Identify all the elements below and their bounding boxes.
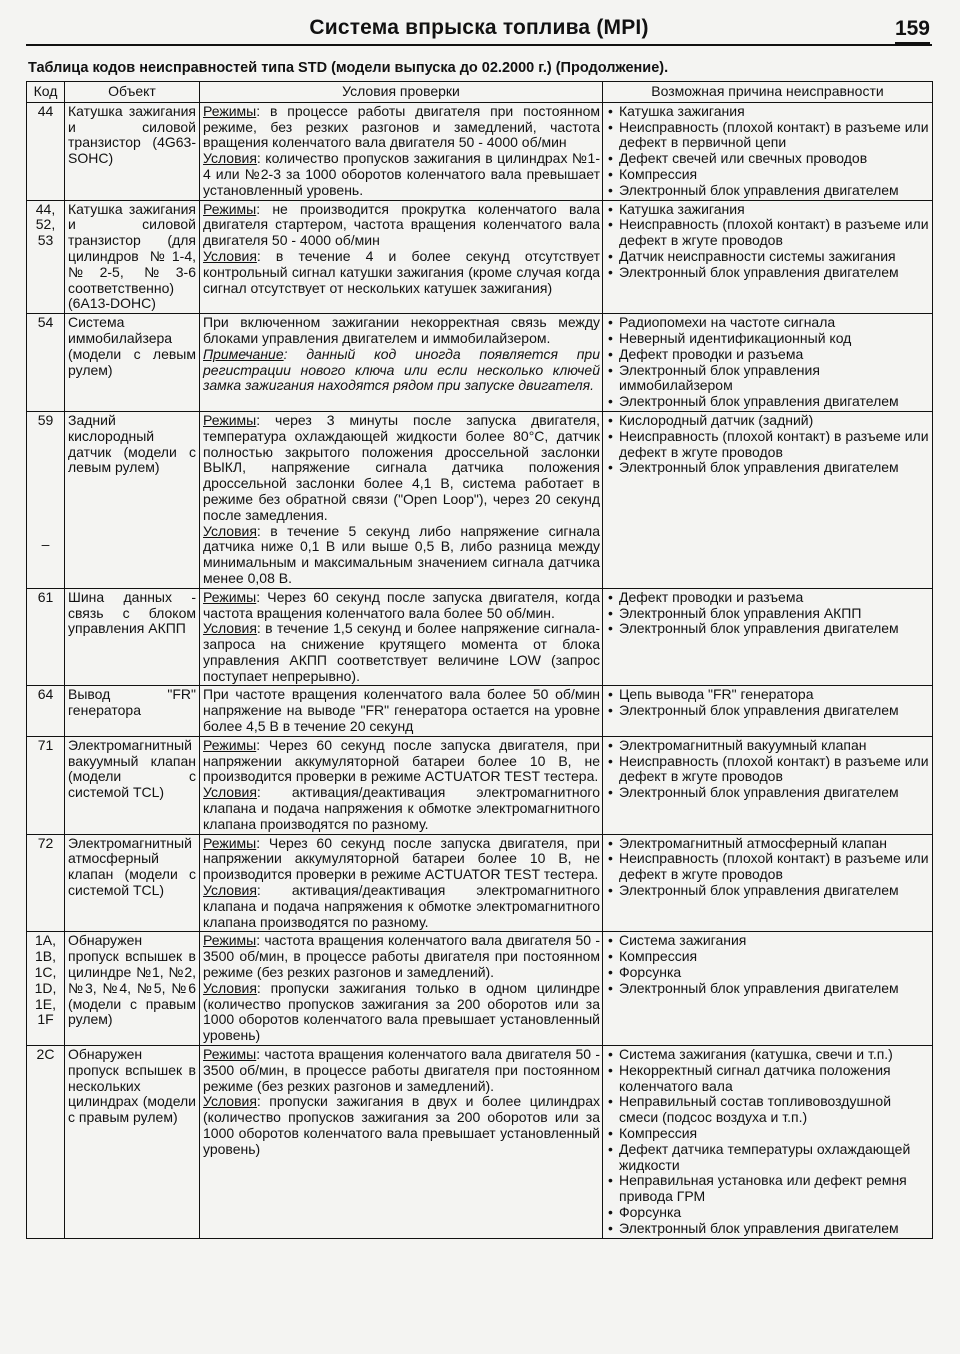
column-header-object: Объект: [65, 82, 200, 103]
cause-item: • Неисправность (плохой контакт) в разъеме или дефект в жгуте проводов: [605, 429, 929, 461]
fault-code: 71: [37, 736, 54, 753]
condition-text: : не производится прокрутка коленчатого вала двигателя стартером, частота вращения коленчатого вала двигателя 50 - 4000 об/мин: [203, 200, 600, 249]
cause-item: • Электронный блок управления двигателем: [605, 621, 929, 637]
cause-item: • Электронный блок управления двигателем: [605, 460, 929, 476]
cause-item: • Электромагнитный атмосферный клапан: [605, 836, 929, 852]
condition-label: Условия: [203, 620, 257, 637]
condition-paragraph: [203, 981, 600, 1044]
causes-list: [605, 836, 929, 899]
causes-list: [605, 687, 929, 719]
cause-item: • Цепь вывода "FR" генератора: [605, 687, 929, 703]
condition-paragraph: [203, 836, 600, 883]
cause-item: • Система зажигания (катушка, свечи и т.п.): [605, 1047, 929, 1063]
cause-item: • Электронный блок управления двигателем: [605, 1221, 929, 1237]
conditions-cell: [200, 102, 603, 200]
conditions-cell: [200, 1046, 603, 1239]
condition-paragraph: [203, 104, 600, 151]
conditions-cell: [200, 834, 603, 932]
condition-text: : Через 60 секунд после запуска двигателя, при напряжении аккумуляторной батареи более 10 В, не производится проверки в режиме ACTUATOR TEST тестера.: [203, 736, 600, 785]
cause-item: • Дефект свечей или свечных проводов: [605, 151, 929, 167]
condition-text: При включенном зажигании некорректная связь между блоками управления двигателем и иммобилайзером.: [203, 314, 600, 346]
condition-paragraph: [203, 590, 600, 622]
cause-item: • Компрессия: [605, 949, 929, 965]
column-header-code: Код: [27, 82, 65, 103]
cause-item: • Электронный блок управления иммобилайзером: [605, 363, 929, 395]
cause-item: • Компрессия: [605, 1126, 929, 1142]
condition-paragraph: [203, 687, 600, 734]
fault-code: 64: [37, 686, 54, 703]
conditions-cell: [200, 411, 603, 588]
condition-text: : пропуски зажигания в двух и более цилиндрах (количество пропусков зажигания за 200 оборотов или за 1000 оборотов коленчатого вала превышает установленный уровень): [203, 1093, 600, 1157]
object-cell: Катушка зажигания и силовой транзистор (4G63-SOHC): [65, 102, 200, 200]
object-cell: Обнаружен пропуск вспышек в цилиндре №1, №2, №3, №4, №5, №6 (модели с правым рулем): [65, 932, 200, 1046]
fault-code: 2C: [36, 1046, 55, 1063]
column-header-causes: Возможная причина неисправности: [603, 82, 933, 103]
condition-label: Режимы: [203, 932, 257, 949]
condition-text: : частота вращения коленчатого вала двигателя 50 - 3500 об/мин, в процессе работы двигателя при постоянном режиме (без резких разгонов и замедлений).: [203, 932, 600, 981]
condition-label: Условия: [203, 522, 257, 539]
causes-list: [605, 104, 929, 199]
conditions-cell: [200, 200, 603, 314]
cause-item: • Электронный блок управления двигателем: [605, 981, 929, 997]
condition-paragraph: [203, 249, 600, 296]
fault-code: 61: [37, 588, 54, 605]
cause-item: • Электронный блок управления двигателем: [605, 183, 929, 199]
object-cell: Электромагнитный вакуумный клапан (модели с системой TCL): [65, 736, 200, 834]
condition-text: : в течение 4 и более секунд отсутствует контрольный сигнал катушки зажигания (кроме случая когда сигнал отсутствует от нескольких катушек зажигания): [203, 247, 600, 296]
condition-text: : активация/деактивация электромагнитного клапана и подача напряжения к обмотке электромагнитного клапана производятся по разному.: [203, 784, 600, 832]
fault-code-cell: [27, 200, 65, 314]
condition-text: : в течение 1,5 секунд и более напряжение сигнала-запроса на снижение крутящего момента от блока управления АКПП соответствует величине LOW (запрос поступает непрерывно).: [203, 620, 600, 684]
condition-text: : Через 60 секунд после запуска двигателя, при напряжении аккумуляторной батареи более 10 В, не производится проверки в режиме ACTUATOR TEST тестера.: [203, 834, 600, 883]
causes-list: [605, 738, 929, 801]
cause-item: • Кислородный датчик (задний): [605, 413, 929, 429]
cause-item: • Неисправность (плохой контакт) в разъеме или дефект в жгуте проводов: [605, 851, 929, 883]
table-caption: Таблица кодов неисправностей типа STD (модели выпуска до 02.2000 г.) (Продолжение).: [28, 60, 669, 76]
condition-label: Условия: [203, 979, 257, 996]
condition-text: : Через 60 секунд после запуска двигателя, когда частота вращения коленчатого вала более 50 об/мин.: [203, 588, 600, 621]
cause-item: • Неисправность (плохой контакт) в разъеме или дефект в первичной цепи: [605, 120, 929, 152]
cause-item: • Датчик неисправности системы зажигания: [605, 249, 929, 265]
condition-paragraph: [203, 621, 600, 684]
cause-item: • Электромагнитный вакуумный клапан: [605, 738, 929, 754]
condition-text: При частоте вращения коленчатого вала более 50 об/мин напряжение на выводе "FR" генератора остается на уровне более 4,5 В в течение 20 секунд: [203, 686, 600, 735]
table-row: [27, 932, 933, 1046]
fault-code-cell: [27, 736, 65, 834]
page-title: Система впрыска топлива (MPI): [309, 16, 649, 39]
cause-item: • Система зажигания: [605, 933, 929, 949]
causes-cell: [603, 686, 933, 736]
table-row: [27, 200, 933, 314]
causes-list: [605, 590, 929, 637]
fault-code-cell: [27, 834, 65, 932]
cause-item: • Неправильный состав топливовоздушной смеси (подсос воздуха и т.п.): [605, 1094, 929, 1126]
fault-code: 59: [37, 411, 54, 428]
condition-paragraph: [203, 933, 600, 980]
cause-item: • Электронный блок управления двигателем: [605, 394, 929, 410]
column-header-conditions: Условия проверки: [200, 82, 603, 103]
cause-item: • Неисправность (плохой контакт) в разъеме или дефект в жгуте проводов: [605, 217, 929, 249]
fault-codes-table: [26, 81, 933, 1239]
condition-label: Режимы: [203, 411, 257, 428]
cause-item: • Дефект проводки и разъема: [605, 590, 929, 606]
object-cell: Шина данных - связь с блоком управления АКПП: [65, 588, 200, 686]
condition-text: : частота вращения коленчатого вала двигателя 50 - 3500 об/мин, в процессе работы двигателя при постоянном режиме (без резких разгонов и замедлений).: [203, 1046, 600, 1094]
conditions-cell: [200, 588, 603, 686]
causes-list: [605, 933, 929, 996]
condition-paragraph: [203, 202, 600, 249]
cause-item: • Неправильная установка или дефект ремня привода ГРМ: [605, 1173, 929, 1205]
condition-label: Условия: [203, 1093, 257, 1110]
causes-cell: [603, 736, 933, 834]
cause-item: • Форсунка: [605, 1205, 929, 1221]
fault-code-cell: [27, 1046, 65, 1239]
causes-list: [605, 202, 929, 281]
conditions-cell: [200, 686, 603, 736]
table-row: [27, 834, 933, 932]
object-cell: Вывод "FR" генератора: [65, 686, 200, 736]
condition-paragraph: [203, 524, 600, 587]
cause-item: • Дефект датчика температуры охлаждающей жидкости: [605, 1142, 929, 1174]
condition-label: Режимы: [203, 102, 257, 119]
cause-item: • Электронный блок управления двигателем: [605, 883, 929, 899]
fault-code-cell: [27, 102, 65, 200]
object-cell: Катушка зажигания и силовой транзистор (для цилиндров №1-4, №2-5, №3-6 соответственно) (6A13-DOHC): [65, 200, 200, 314]
cause-item: • Электронный блок управления АКПП: [605, 606, 929, 622]
causes-cell: [603, 200, 933, 314]
table-row: [27, 736, 933, 834]
cause-item: • Катушка зажигания: [605, 104, 929, 120]
object-cell: Система иммобилайзера (модели с левым рулем): [65, 314, 200, 412]
condition-paragraph: [203, 1094, 600, 1157]
table-row: [27, 314, 933, 412]
condition-text: : активация/деактивация электромагнитного клапана и подача напряжения к обмотке электромагнитного клапана производятся по разному.: [203, 882, 600, 930]
condition-label: Условия: [203, 882, 257, 899]
cause-item: • Некорректный сигнал датчика положения коленчатого вала: [605, 1063, 929, 1095]
fault-code-cell: [27, 932, 65, 1046]
condition-text: : количество пропусков зажигания в цилиндрах №1-4 или №2-3 за 1000 оборотов коленчатого вала превышает установленный уровень.: [203, 150, 600, 198]
causes-list: [605, 315, 929, 410]
object-cell: Обнаружен пропуск вспышек в нескольких цилиндрах (модели с правым рулем): [65, 1046, 200, 1239]
cause-item: • Неверный идентификационный код: [605, 331, 929, 347]
table-row: [27, 686, 933, 736]
condition-paragraph: [203, 883, 600, 930]
fault-code: 44: [37, 102, 54, 119]
causes-cell: [603, 411, 933, 588]
fault-code: 1A, 1B, 1C, 1D, 1E, 1F: [34, 932, 57, 1028]
cause-item: • Форсунка: [605, 965, 929, 981]
fault-code: 54: [37, 314, 54, 331]
causes-cell: [603, 1046, 933, 1239]
cause-item: • Электронный блок управления двигателем: [605, 703, 929, 719]
condition-paragraph: [203, 151, 600, 198]
fault-code-cell: [27, 588, 65, 686]
causes-cell: [603, 588, 933, 686]
condition-paragraph: [203, 785, 600, 832]
condition-label: Условия: [203, 784, 257, 801]
table-body: [27, 102, 933, 1238]
condition-paragraph: [203, 738, 600, 785]
causes-cell: [603, 102, 933, 200]
cause-item: • Радиопомехи на частоте сигнала: [605, 315, 929, 331]
object-cell: Электромагнитный атмосферный клапан (модели с системой TCL): [65, 834, 200, 932]
condition-paragraph: [203, 315, 600, 347]
condition-label: Условия: [203, 247, 257, 264]
condition-label: Режимы: [203, 588, 257, 605]
page-header: [26, 10, 932, 46]
cause-item: • Неисправность (плохой контакт) в разъеме или дефект в жгуте проводов: [605, 754, 929, 786]
condition-text: : в течение 5 секунд либо напряжение сигнала датчика ниже 0,1 В или выше 0,5 В, либо разница между минимальным и максимальным значением сигнала датчика менее 0,08 В.: [203, 522, 600, 586]
note-text: : данный код иногда появляется при регистрации нового ключа или если несколько ключей замка зажигания находятся рядом при запуске двигателя.: [203, 345, 600, 394]
causes-cell: [603, 932, 933, 1046]
condition-text: : через 3 минуты после запуска двигателя, температура охлаждающей жидкости более 80°C, датчик полностью закрытого положения дроссельной заслонки ВЫКЛ, напряжение сигнала датчика положения дроссельной заслонки более 4,1 В, система работает в режиме без обратной связи ("Open Loop"), через 20 секунд после замедления.: [203, 411, 600, 523]
table-row: [27, 102, 933, 200]
table-header-row: [27, 82, 933, 103]
condition-label: Режимы: [203, 736, 257, 753]
table-row: [27, 588, 933, 686]
conditions-cell: [200, 736, 603, 834]
causes-list: [605, 413, 929, 476]
fault-code-cell: [27, 686, 65, 736]
condition-text: : в процессе работы двигателя при постоянном режиме, без резких разгонов и замедлений, частота вращения коленчатого вала двигателя 50 - 4000 об/мин: [203, 102, 600, 151]
fault-code-extra: –: [41, 535, 50, 552]
causes-cell: [603, 314, 933, 412]
cause-item: • Катушка зажигания: [605, 202, 929, 218]
cause-item: • Электронный блок управления двигателем: [605, 265, 929, 281]
condition-paragraph: [203, 413, 600, 524]
cause-item: • Компрессия: [605, 167, 929, 183]
condition-label: Режимы: [203, 1046, 257, 1063]
fault-code-cell: [27, 411, 65, 588]
condition-paragraph: [203, 1047, 600, 1094]
causes-cell: [603, 834, 933, 932]
fault-code-cell: [27, 314, 65, 412]
fault-code: 72: [37, 834, 54, 851]
object-cell: Задний кислородный датчик (модели с левым рулем): [65, 411, 200, 588]
table-row: [27, 1046, 933, 1239]
cause-item: • Дефект проводки и разъема: [605, 347, 929, 363]
note-paragraph: [203, 347, 600, 394]
condition-text: : пропуски зажигания только в одном цилиндре (количество пропусков зажигания за 200 оборотов или за 1000 оборотов коленчатого вала превышает установленный уровень): [203, 979, 600, 1044]
condition-label: Условия: [203, 150, 257, 167]
page-number: 159: [895, 16, 930, 46]
note-label: Примечание: [203, 345, 284, 362]
cause-item: • Электронный блок управления двигателем: [605, 785, 929, 801]
causes-list: [605, 1047, 929, 1237]
condition-label: Режимы: [203, 200, 257, 217]
conditions-cell: [200, 932, 603, 1046]
condition-label: Режимы: [203, 834, 257, 851]
table-row: [27, 411, 933, 588]
fault-code: 44, 52, 53: [35, 200, 56, 249]
conditions-cell: [200, 314, 603, 412]
